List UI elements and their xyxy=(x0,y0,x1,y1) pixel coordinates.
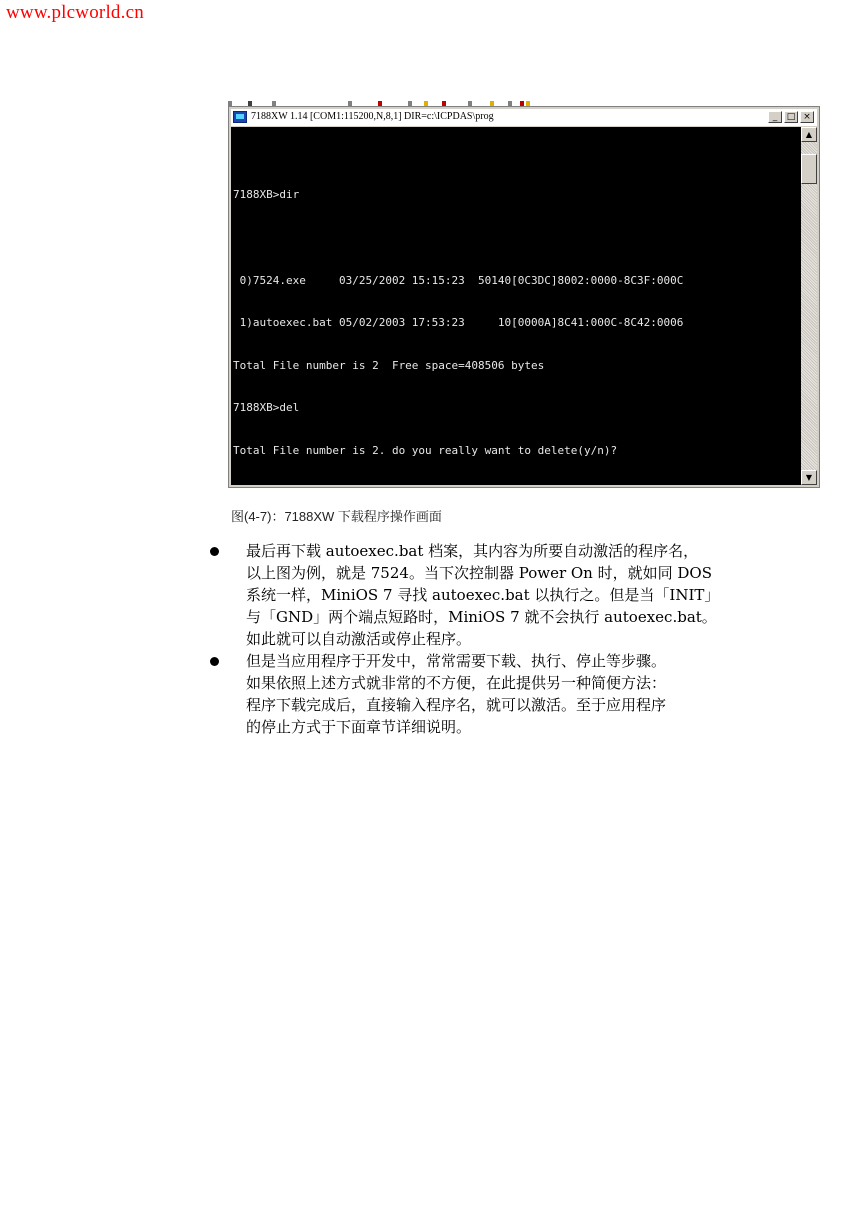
console-line: 0)7524.exe 03/25/2002 15:15:23 50140[0C3DC]8002:0000-8C3F:000C xyxy=(233,273,684,287)
bullet-text-line: 系统一样，MiniOS 7 寻找 autoexec.bat 以执行之。但是当「INIT」 xyxy=(246,586,720,604)
console-line: 7188XB>dir xyxy=(233,188,300,202)
terminal-app-icon xyxy=(233,111,247,123)
bullet-item xyxy=(208,540,768,650)
console-line: 1)autoexec.bat 05/02/2003 17:53:23 10[0000A]8C41:000C-8C42:0006 xyxy=(233,316,684,330)
bullet-text-line: 的停止方式于下面章节详细说明。 xyxy=(246,718,472,736)
scroll-down-button[interactable]: ▼ xyxy=(801,470,817,485)
console-lines xyxy=(233,160,683,485)
window-controls xyxy=(768,111,814,123)
scrollbar-thumb[interactable] xyxy=(801,154,817,184)
bullet-item xyxy=(208,650,768,738)
console-output[interactable] xyxy=(231,127,801,485)
console-line: Total File number is 2 Free space=408506 bytes xyxy=(233,358,545,372)
vertical-scrollbar[interactable] xyxy=(801,127,817,485)
window-title: 7188XW 1.14 [COM1:115200,N,8,1] DIR=c:\ICPDAS\prog xyxy=(251,111,494,122)
bullet-text-line: 但是当应用程序于开发中，常常需要下载、执行、停止等步骤。 xyxy=(246,652,667,670)
minimize-button[interactable]: _ xyxy=(768,111,782,123)
console-line: Total File number is 2. do you really want to delete(y/n)? xyxy=(233,443,618,457)
console-line xyxy=(233,231,683,245)
bullet-text-line: 如果依照上述方式就非常的不方便，在此提供另一种简便方法： xyxy=(246,674,667,692)
scroll-up-button[interactable]: ▲ xyxy=(801,127,817,142)
maximize-button[interactable]: □ xyxy=(784,111,798,123)
bullet-dot-icon xyxy=(210,657,219,666)
console-line: 7188XB>del xyxy=(233,401,300,415)
bullet-text-line: 以上图为例，就是 7524。当下次控制器 Power On 时，就如同 DOS xyxy=(246,564,712,582)
bullet-list xyxy=(208,540,768,738)
close-button[interactable]: × xyxy=(800,111,814,123)
bullet-text-line: 与「GND」两个端点短路时，MiniOS 7 就不会执行 autoexec.bat。 xyxy=(246,608,717,626)
bullet-text-line: 最后再下载 autoexec.bat 档案，其内容为所要自动激活的程序名， xyxy=(246,542,699,560)
bullet-text-line: 如此就可以自动激活或停止程序。 xyxy=(246,630,472,648)
bullet-dot-icon xyxy=(210,547,219,556)
bullet-text-line: 程序下载完成后，直接输入程序名，就可以激活。至于应用程序 xyxy=(246,696,667,714)
watermark-url: www.plcworld.cn xyxy=(6,2,144,23)
window-titlebar[interactable] xyxy=(231,109,817,126)
figure-caption: 图(4-7)：7188XW 下载程序操作画面 xyxy=(231,509,442,524)
terminal-window xyxy=(228,106,820,488)
